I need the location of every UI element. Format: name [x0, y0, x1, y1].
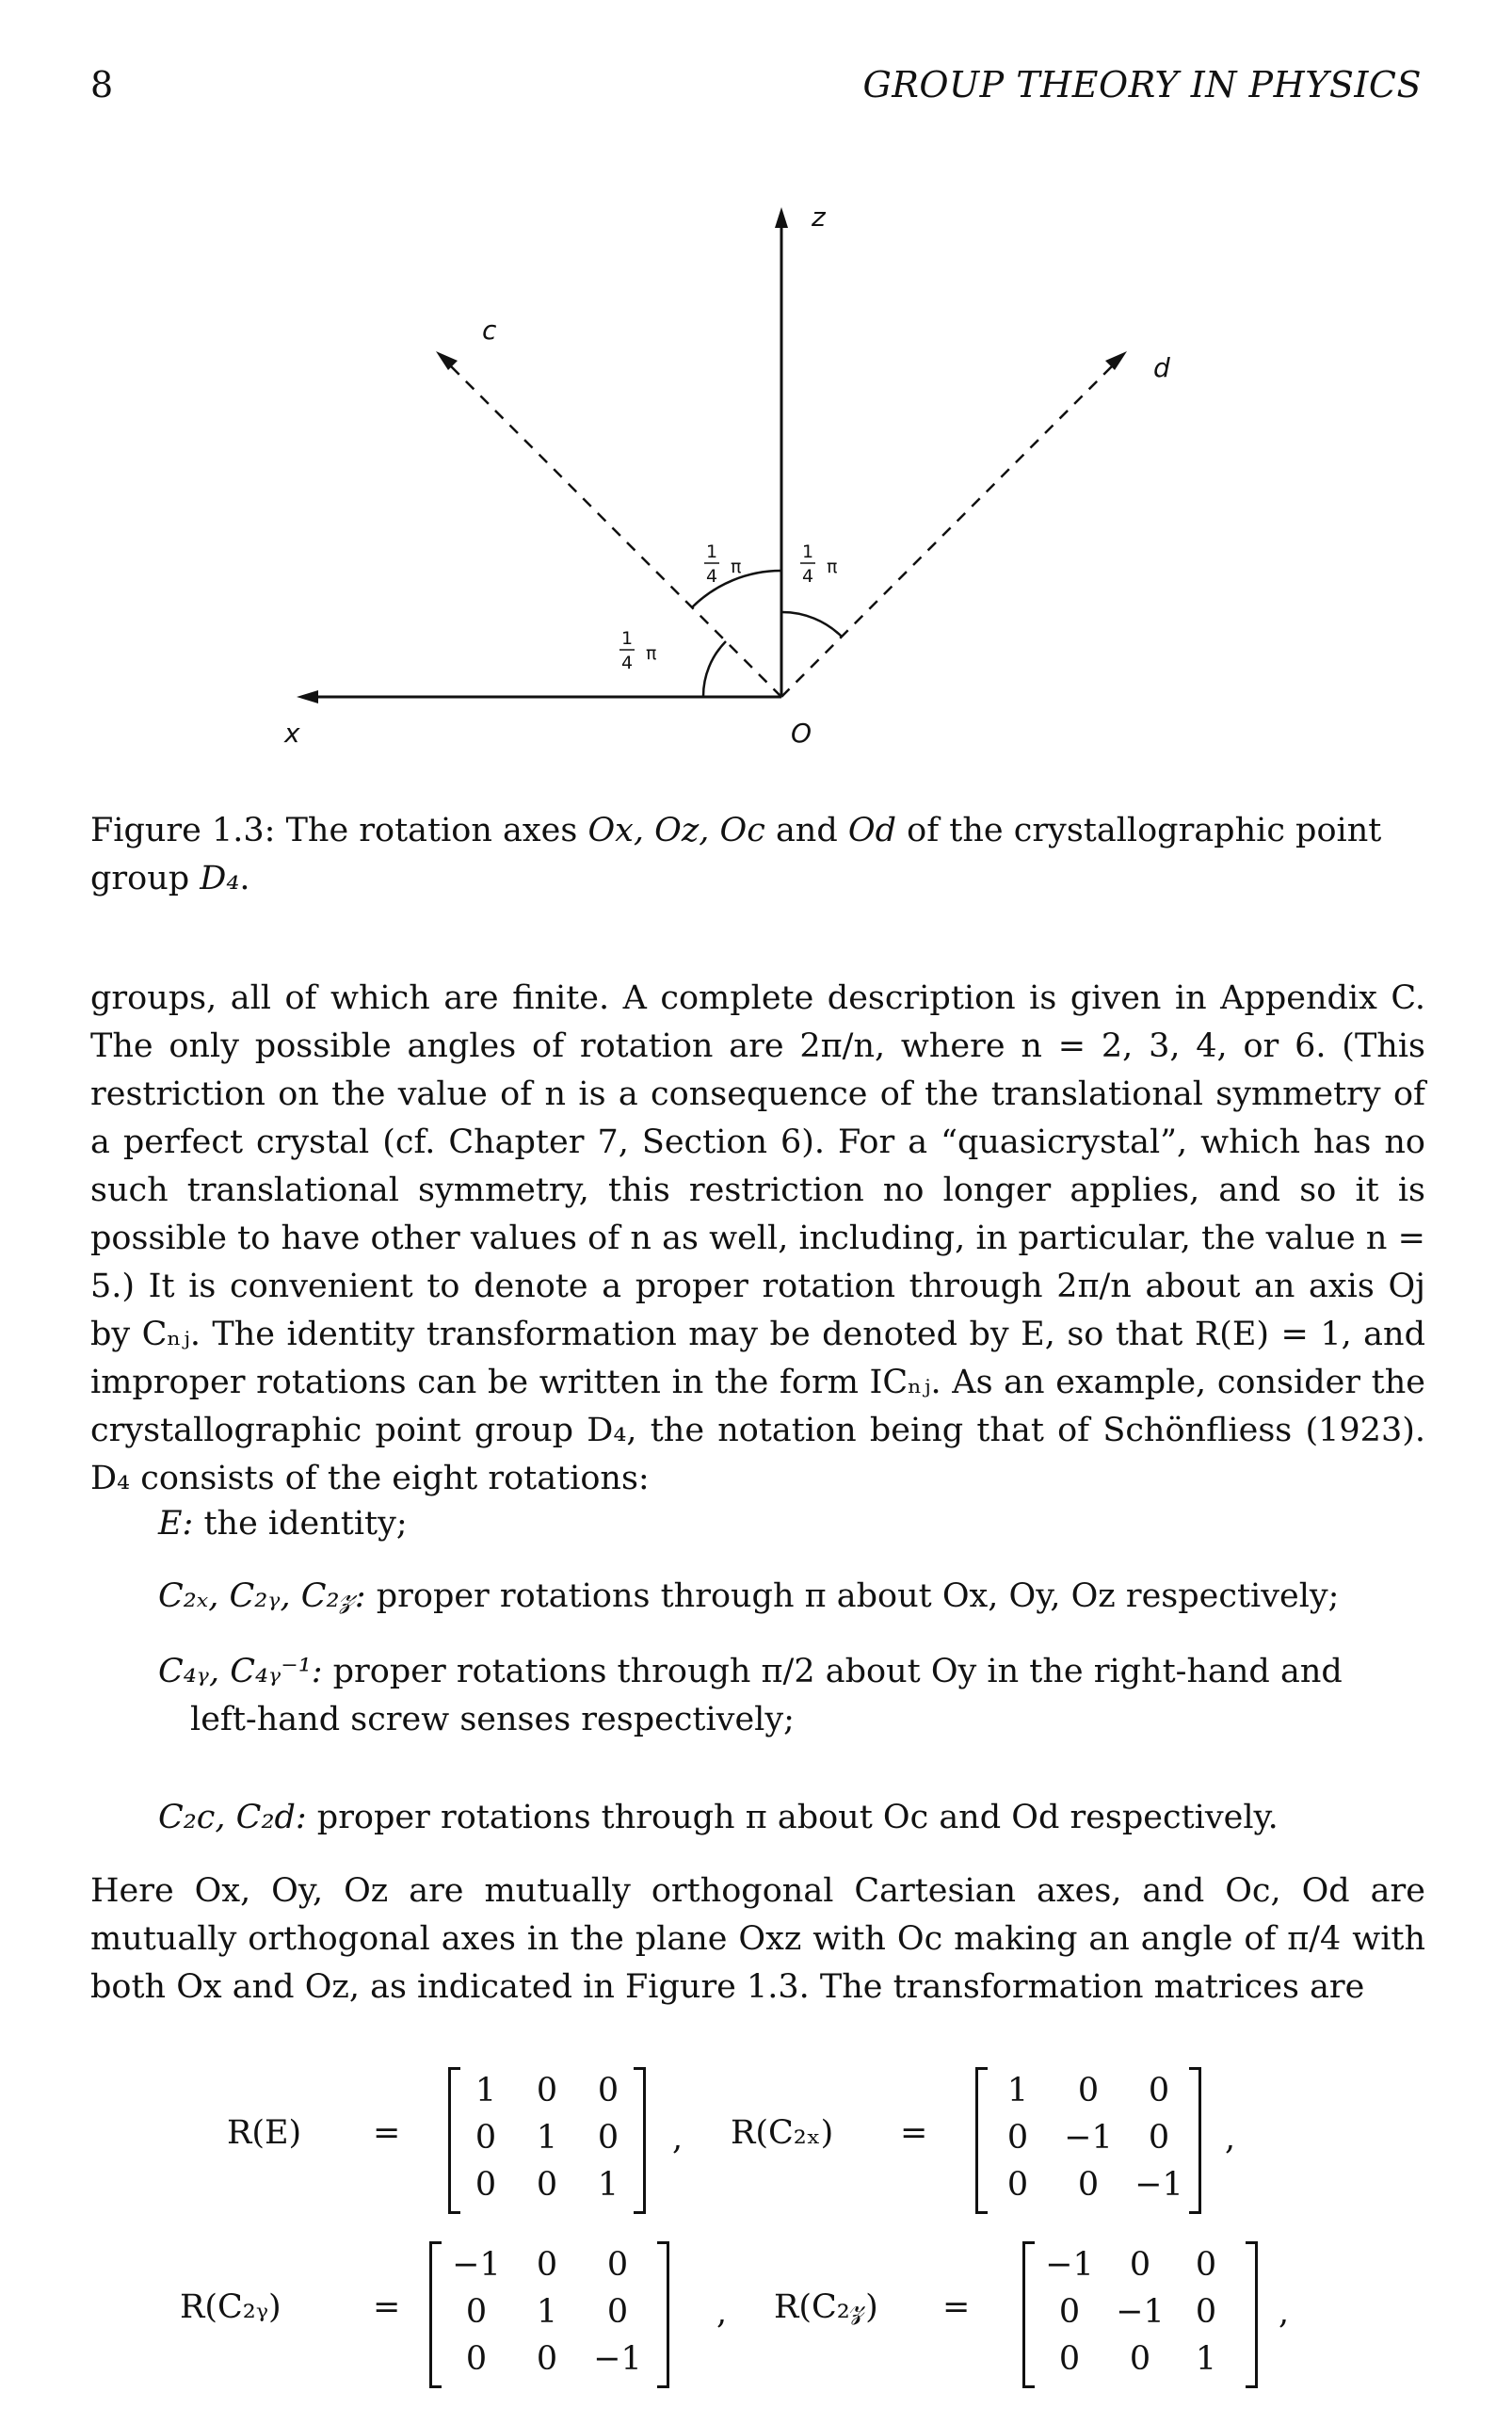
c-axis [442, 358, 781, 697]
list-item [158, 1500, 1425, 1548]
matrix-cell: 0 [536, 2072, 558, 2109]
equals-sign: = [900, 2114, 928, 2152]
list-item [158, 1573, 1425, 1621]
matrix-cell: 0 [1077, 2072, 1100, 2109]
list-symbol: C₄ᵧ, C₄ᵧ⁻¹: [158, 1653, 323, 1690]
matrix-cell: 0 [597, 2072, 619, 2109]
paragraph-text: Here Ox, Oy, Oz are mutually orthogonal Cartesian axes, and Oc, Od are mutually orthogonal axes in the plane Oxz with Oc making an angle of π/4 with both Ox and Oz, as indicated in Figure 1.3. The transformation matrices are [90, 1872, 1425, 2006]
matrix-cell: 0 [1195, 2246, 1217, 2284]
matrix-cell: 0 [1006, 2119, 1029, 2157]
label-z: z [812, 202, 826, 233]
comma: , [1225, 2120, 1236, 2157]
caption-and: and [764, 812, 848, 849]
rotation-axes-diagram [264, 188, 1205, 753]
matrix-cell: 1 [536, 2119, 558, 2157]
matrix-cell: 0 [1148, 2072, 1170, 2109]
matrix-cell: 0 [606, 2293, 629, 2331]
angle-label-left [619, 628, 656, 673]
matrix-row-2 [90, 2241, 1425, 2383]
list-symbol: E: [158, 1505, 194, 1543]
matrix-cell: 0 [597, 2119, 619, 2157]
body-paragraph [90, 975, 1425, 1503]
comma: , [1279, 2294, 1290, 2332]
label-c: c [482, 315, 497, 346]
angle-pi: π [827, 557, 838, 577]
equals-sign: = [373, 2114, 401, 2152]
angle-pi: π [646, 643, 657, 664]
matrix-cell: 1 [1195, 2340, 1217, 2378]
matrix-cell: 0 [1006, 2166, 1029, 2204]
matrix-R-C2z [1022, 2241, 1258, 2383]
label-d: d [1153, 352, 1170, 383]
comma: , [716, 2294, 728, 2332]
matrix-cell: 0 [606, 2246, 629, 2284]
angle-arc-z-d [781, 612, 842, 637]
d-axis-arrowhead [1105, 351, 1127, 370]
matrix-cell: 0 [1058, 2293, 1081, 2331]
matrix-cell: 0 [475, 2119, 497, 2157]
equals-sign: = [942, 2288, 971, 2326]
matrix-cell: 0 [1077, 2166, 1100, 2204]
matrix-cell: 1 [536, 2293, 558, 2331]
z-axis-arrowhead [775, 207, 788, 228]
matrix-cell: 0 [536, 2246, 558, 2284]
list-symbol: C₂c, C₂d: [158, 1799, 307, 1836]
label-origin: O [791, 718, 812, 749]
page-number: 8 [90, 64, 114, 105]
caption-end: . [239, 860, 250, 897]
list-text: the identity; [193, 1505, 408, 1543]
matrix-cell: −1 [452, 2246, 501, 2284]
c-axis-arrowhead [436, 351, 458, 370]
matrix-R-C2y [429, 2241, 669, 2383]
matrix-R-E [448, 2067, 646, 2208]
matrix-cell: 0 [536, 2340, 558, 2378]
matrix-cell: 0 [465, 2293, 488, 2331]
matrix-label: R(C₂𝓏) [774, 2288, 878, 2326]
angle-frac-den: 4 [620, 653, 634, 673]
equals-sign: = [373, 2288, 401, 2326]
caption-axes: Ox, Oz, Oc [587, 812, 765, 849]
matrix-row-1 [90, 2067, 1425, 2208]
matrix-label: R(C₂ᵧ) [180, 2288, 281, 2326]
matrix-cell: −1 [1064, 2119, 1113, 2157]
matrix-cell: 1 [475, 2072, 497, 2109]
angle-frac-num: 1 [620, 628, 634, 649]
paragraph-after-list [90, 1867, 1425, 2012]
list-text: proper rotations through π about Oc and Od respectively. [306, 1799, 1279, 1836]
list-text-continued: left-hand screw senses respectively; [190, 1701, 795, 1738]
comma: , [672, 2120, 684, 2157]
caption-suffix: of the crystallographic point group [90, 812, 1382, 897]
matrix-cell: 0 [536, 2166, 558, 2204]
running-head: GROUP THEORY IN PHYSICS [862, 64, 1422, 105]
angle-frac-den: 4 [705, 566, 718, 587]
caption-group: D₄ [200, 860, 240, 897]
page-header [90, 64, 1422, 111]
matrix-label: R(E) [227, 2114, 302, 2152]
label-x: x [284, 718, 300, 749]
angle-frac-num: 1 [801, 541, 814, 562]
matrix-cell: 0 [1129, 2340, 1151, 2378]
matrix-cell: 0 [1058, 2340, 1081, 2378]
matrix-cell: −1 [1116, 2293, 1165, 2331]
matrix-R-C2x [975, 2067, 1201, 2208]
matrix-label: R(C₂ₓ) [731, 2114, 834, 2152]
angle-frac-den: 4 [801, 566, 814, 587]
matrix-cell: −1 [593, 2340, 642, 2378]
caption-prefix: Figure 1.3: The rotation axes [90, 812, 588, 849]
matrix-cell: −1 [1134, 2166, 1183, 2204]
matrix-cell: 1 [1006, 2072, 1029, 2109]
matrix-cell: 0 [475, 2166, 497, 2204]
matrix-cell: 0 [1148, 2119, 1170, 2157]
angle-arc-x-c [703, 641, 726, 697]
paragraph-text: groups, all of which are finite. A complete description is given in Appendix C. The only possible angles of rotation are 2π/n, where n = 2, 3, 4, or 6. (This restriction on the value of n is a consequence of the translational symmetry of a perfect crystal (cf. Chapter 7, Section 6). For a “quasicrystal”, which has no such translational symmetry, this restriction no longer applies, and so it is possible to have other values of n as well, including, in particular, the value n = 5.) It is convenient to denote a proper rotation through 2π/n about an axis Oj by Cₙⱼ. The identity transformation may be denoted by E, so that R(E) = 1, and improper rotations can be written in the form ICₙⱼ. As an example, consider the crystallographic point group D₄, the notation being that of Schönfliess (1923). D₄ consists of the eight rotations: [90, 979, 1425, 1497]
angle-label-top-right [800, 541, 837, 587]
matrix-cell: 0 [465, 2340, 488, 2378]
caption-od: Od [847, 812, 896, 849]
list-item [158, 1794, 1425, 1842]
list-text: proper rotations through π/2 about Oy in the right-hand and [322, 1653, 1343, 1690]
list-text: proper rotations through π about Ox, Oy, Oz respectively; [365, 1577, 1340, 1615]
angle-pi: π [731, 557, 742, 577]
list-item [158, 1648, 1425, 1744]
matrix-cell: 0 [1129, 2246, 1151, 2284]
figure-caption [90, 807, 1425, 903]
angle-frac-num: 1 [705, 541, 718, 562]
d-axis [781, 358, 1120, 697]
x-axis-arrowhead [297, 690, 318, 703]
list-symbol: C₂ₓ, C₂ᵧ, C₂𝓏: [158, 1577, 366, 1615]
matrix-cell: 0 [1195, 2293, 1217, 2331]
figure-rotation-axes [264, 188, 1205, 753]
matrix-cell: −1 [1045, 2246, 1094, 2284]
matrix-cell: 1 [597, 2166, 619, 2204]
